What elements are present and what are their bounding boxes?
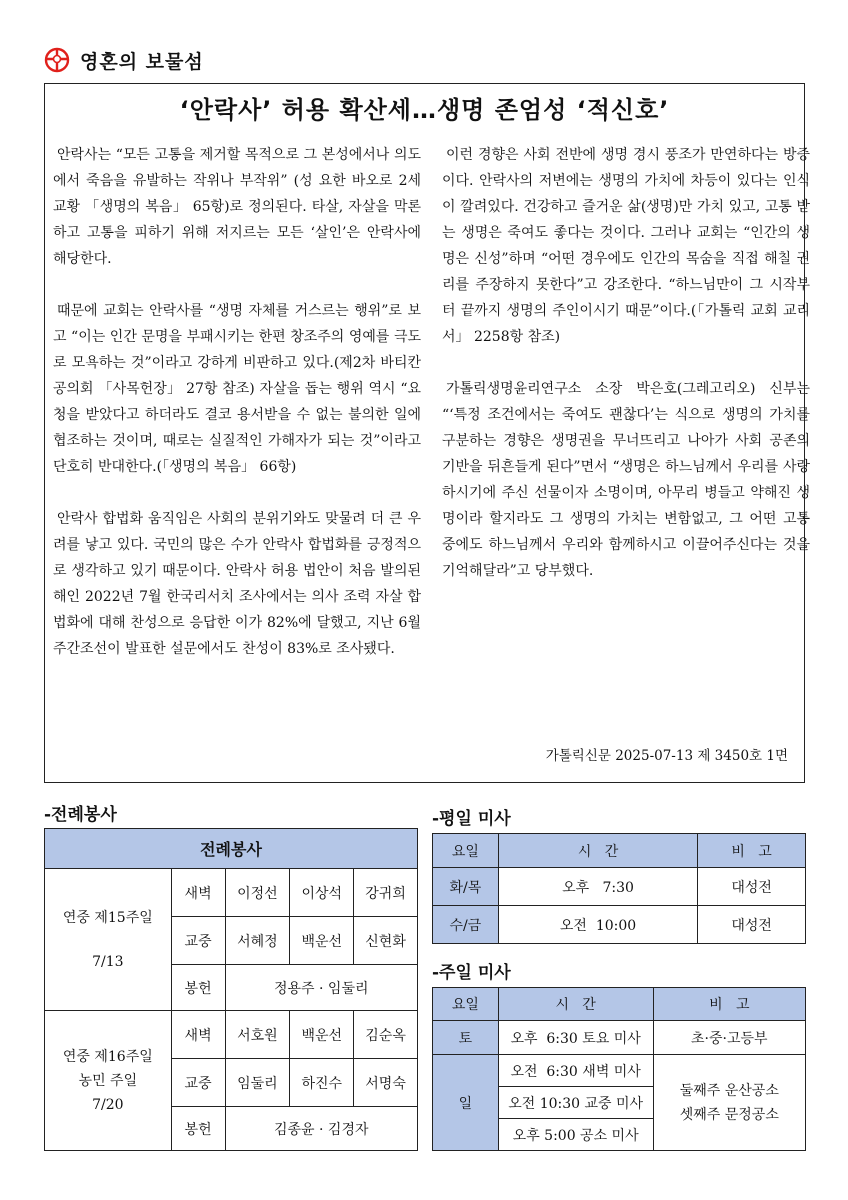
service-table-title: 전례봉사 (45, 829, 418, 869)
offering-names: 정용주 · 임둘리 (225, 965, 417, 1011)
server-name: 서명숙 (354, 1059, 418, 1107)
mass-note: 둘째주 운산공소 셋째주 문정공소 (653, 1055, 805, 1151)
article-paragraph: 안락사 합법화 움직임은 사회의 분위기와도 맞물려 더 큰 우려를 낳고 있다. 국민의 많은 수가 안락사 합법화를 긍정적으로 생각하고 있기 때문이다. 안락사 허용 법안이 처음 발의된 해인 2022년 7월 한국리서치 조사에서는 의사 조력 자살 합법화에 대해 찬성으로 응답한 이가 82%에 달했고, 지난 6월 주간조선이 발표한 설문에서도 찬성이 83%로 조사됐다. (53, 511, 421, 657)
service-role: 새벽 (171, 1011, 225, 1059)
server-name: 서혜정 (225, 917, 290, 965)
table-row (45, 869, 418, 917)
service-role: 교중 (171, 1059, 225, 1107)
service-role: 봉헌 (171, 965, 225, 1011)
service-role: 새벽 (171, 869, 225, 917)
service-section-title: -전례봉사 (44, 805, 117, 825)
table-row (433, 1055, 806, 1087)
mass-note: 초·중·고등부 (653, 1021, 805, 1055)
mass-time: 오후 7:30 (498, 868, 697, 906)
mass-note: 대성전 (698, 868, 806, 906)
article-column-left (53, 142, 421, 688)
server-name: 백운선 (290, 917, 354, 965)
mass-day: 수/금 (433, 906, 499, 944)
mass-day: 일 (433, 1055, 499, 1151)
sunday-mass-table (432, 987, 806, 1151)
mass-time: 오후 6:30 토요 미사 (498, 1021, 653, 1055)
week-label: 연중 제16주일 농민 주일 7/20 (45, 1011, 172, 1151)
column-header: 시 간 (498, 988, 653, 1021)
table-row (45, 1011, 418, 1059)
weekday-mass-table (432, 833, 806, 944)
server-name: 백운선 (290, 1011, 354, 1059)
column-header: 요일 (433, 988, 499, 1021)
column-header: 비 고 (653, 988, 805, 1021)
mass-time: 오후 5:00 공소 미사 (498, 1119, 653, 1151)
service-role: 봉헌 (171, 1107, 225, 1151)
mass-day: 화/목 (433, 868, 499, 906)
mass-time: 오전 6:30 새벽 미사 (498, 1055, 653, 1087)
sunday-mass-section-title: -주일 미사 (432, 963, 511, 983)
header-title: 영혼의 보물섬 (80, 50, 204, 73)
column-header: 시 간 (498, 834, 697, 868)
article-box (44, 83, 810, 783)
article-paragraph: 이런 경향은 사회 전반에 생명 경시 풍조가 만연하다는 방증이다. 안락사의 저변에는 생명의 가치에 차등이 있다는 인식이 깔려있다. 건강하고 즐거운 삶(생명)만 가치 있고, 고통 받는 생명은 죽여도 좋다는 것이다. 그러나 교회는 “인간의 생명은 신성”하며 “어떤 경우에도 인간의 목숨을 직접 해칠 권리를 주장하지 못한다”고 강조한다. “하느님만이 그 시작부터 끝까지 생명의 주인이시기 때문”이다.(「가톨릭 교회 교리서」 2258항 참조) (442, 147, 810, 345)
column-header: 비 고 (698, 834, 806, 868)
table-row (433, 1021, 806, 1055)
table-row (433, 906, 806, 944)
weekday-mass-section-title: -평일 미사 (432, 809, 511, 829)
article-paragraph: 때문에 교회는 안락사를 “생명 자체를 거스르는 행위”로 보고 “이는 인간 문명을 부패시키는 한편 창조주의 영예를 극도로 모욕하는 것”이라고 강하게 비판하고 있다.(제2차 바티칸공의회 「사목헌장」 27항 참조) 자살을 돕는 행위 역시 “요청을 받았다고 하더라도 결코 용서받을 수 없는 불의한 일에 협조하는 것이며, 때로는 실질적인 가해자가 되는 것”이라고 단호히 반대한다.(「생명의 복음」 66항) (53, 303, 421, 475)
server-name: 신현화 (354, 917, 418, 965)
mass-time: 오전 10:30 교중 미사 (498, 1087, 653, 1119)
page-header (44, 44, 204, 76)
table-row (433, 868, 806, 906)
offering-names: 김종윤 · 김경자 (225, 1107, 417, 1151)
column-header: 요일 (433, 834, 499, 868)
article-paragraph: 안락사는 “모든 고통을 제거할 목적으로 그 본성에서나 의도에서 죽음을 유발하는 작위나 부작위” (성 요한 바오로 2세 교황 「생명의 복음」 65항)로 정의된다. 타살, 자살을 막론하고 고통을 피하기 위해 저지르는 모든 ‘살인’은 안락사에 해당한다. (53, 147, 421, 267)
mass-day: 토 (433, 1021, 499, 1055)
article-title: ‘안락사’ 허용 확산세…생명 존엄성 ‘적신호’ (179, 96, 670, 124)
server-name: 김순옥 (354, 1011, 418, 1059)
server-name: 이정선 (225, 869, 290, 917)
server-name: 강귀희 (354, 869, 418, 917)
server-name: 하진수 (290, 1059, 354, 1107)
server-name: 임둘리 (225, 1059, 290, 1107)
article-column-right (442, 142, 810, 610)
server-name: 서호원 (225, 1011, 290, 1059)
article-source: 가톨릭신문 2025-07-13 제 3450호 1면 (545, 748, 788, 764)
cross-logo-icon (44, 47, 70, 73)
mass-time: 오전 10:00 (498, 906, 697, 944)
service-table (44, 828, 418, 1151)
mass-note: 대성전 (698, 906, 806, 944)
server-name: 이상석 (290, 869, 354, 917)
week-label: 연중 제15주일 7/13 (45, 869, 172, 1011)
article-paragraph: 가톨릭생명윤리연구소 소장 박은호(그레고리오) 신부는 “‘특정 조건에서는 죽여도 괜찮다’는 식으로 생명의 가치를 구분하는 경향은 생명권을 무너뜨리고 나아가 사회 공존의 기반을 뒤흔들게 된다”면서 “생명은 하느님께서 우리를 사랑하시기에 주신 선물이자 소명이며, 아무리 병들고 약해진 생명이라 할지라도 그 생명의 가치는 변함없고, 그 어떤 고통 중에도 하느님께서 우리와 함께하시고 이끌어주신다는 것을 기억해달라”고 당부했다. (442, 381, 810, 579)
service-role: 교중 (171, 917, 225, 965)
